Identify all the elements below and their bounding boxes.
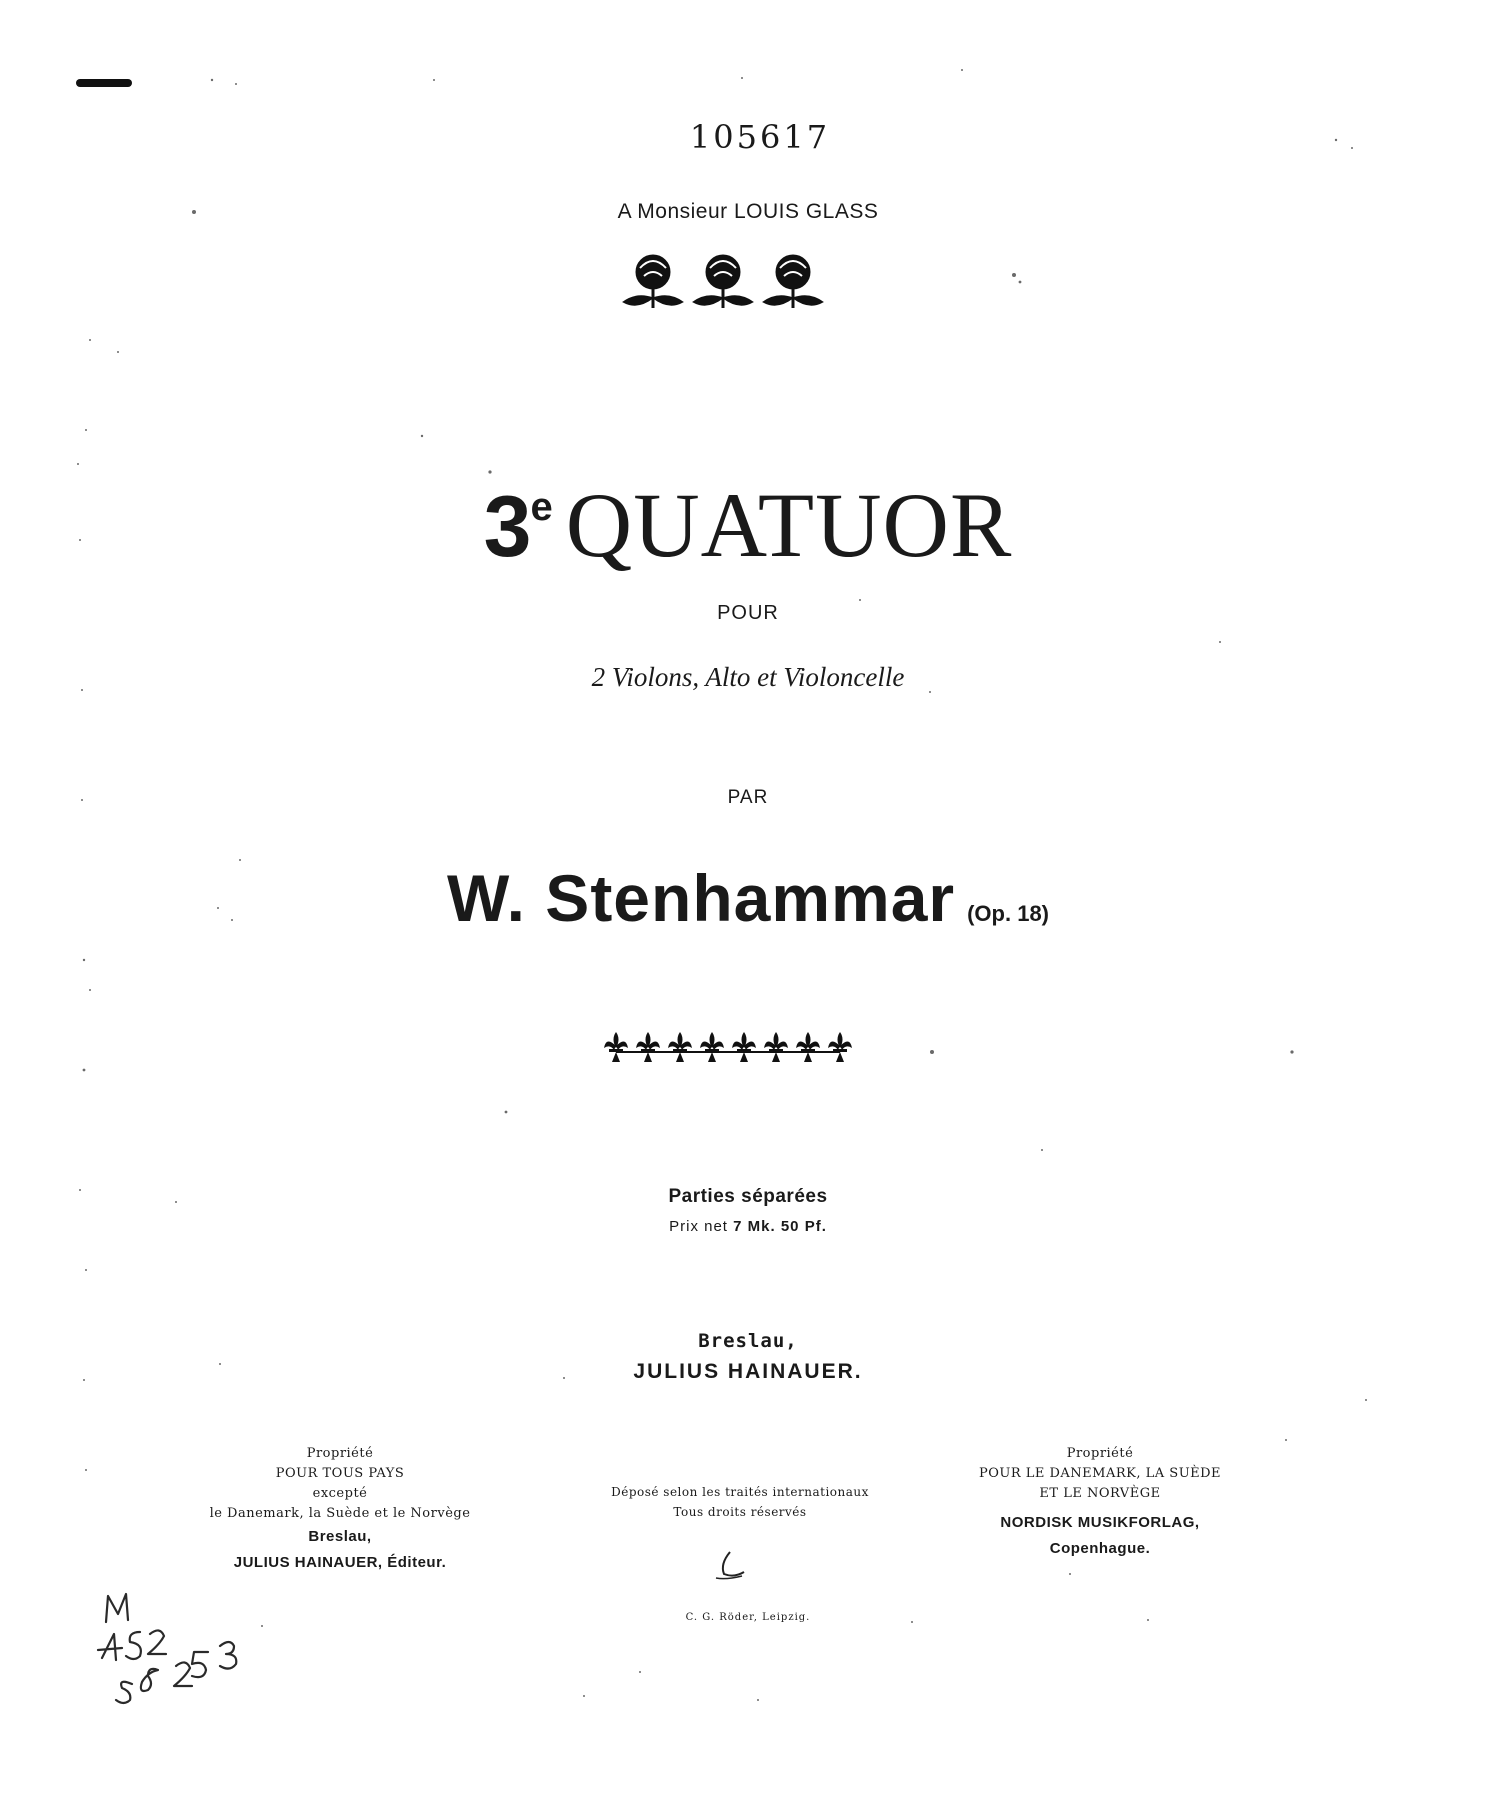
composer-name: W. Stenhammar (446, 861, 956, 935)
parties-separees: Parties séparées (668, 1186, 828, 1207)
page-title (0, 472, 1496, 578)
price-line (0, 1218, 1496, 1235)
imprint-publisher: JULIUS HAINAUER. (633, 1360, 863, 1383)
footer-left-line1: Propriété (306, 1446, 374, 1461)
footer-right-line2: POUR LE DANEMARK, LA SUÈDE (978, 1466, 1222, 1481)
title-ordinal-suffix: e (530, 485, 552, 529)
footer-right-line3: ET LE NORVÈGE (1039, 1486, 1161, 1501)
footer-left-line4: le Danemark, la Suède et le Norvège (209, 1506, 471, 1521)
title-ordinal: 3 (483, 479, 531, 575)
opus-number: (Op. 18) (967, 901, 1050, 926)
title-name: QUATUOR (565, 474, 1013, 576)
catalog-number: 105617 (689, 118, 831, 156)
printer-imprint: C. G. Röder, Leipzig. (685, 1612, 811, 1623)
imprint-city: Breslau, (698, 1330, 798, 1352)
footer-left-line2: POUR TOUS PAYS (275, 1466, 405, 1481)
footer-middle-line2: Tous droits réservés (673, 1505, 807, 1519)
handwritten-shelfmark (92, 1588, 262, 1708)
handwritten-initial-mark (712, 1548, 748, 1584)
footer-left-publisher: JULIUS HAINAUER, Éditeur. (233, 1554, 447, 1571)
three-roses-ornament (618, 250, 830, 316)
price-value: 7 Mk. 50 Pf. (733, 1218, 827, 1235)
fleur-de-lis-row-ornament (604, 1028, 852, 1068)
pour-label: POUR (717, 602, 779, 624)
footer-right-city: Copenhague. (1049, 1540, 1151, 1557)
footer-right-publisher: NORDISK MUSIKFORLAG, (1000, 1514, 1200, 1531)
ink-smudge (74, 76, 134, 90)
instrumentation: 2 Violons, Alto et Violoncelle (591, 662, 905, 692)
footer-middle-column (570, 1482, 910, 1522)
footer-left-line3: excepté (312, 1486, 368, 1501)
footer-right-line1: Propriété (1066, 1446, 1134, 1461)
par-label: PAR (727, 787, 769, 808)
price-label: Prix net (669, 1218, 728, 1235)
footer-right-column (930, 1444, 1270, 1562)
composer-line (0, 860, 1496, 936)
dedication: A Monsieur LOUIS GLASS (617, 200, 879, 223)
footer-middle-line1: Déposé selon les traités internationaux (611, 1485, 869, 1499)
footer-left-column (170, 1444, 510, 1576)
footer-left-city: Breslau, (308, 1528, 372, 1545)
